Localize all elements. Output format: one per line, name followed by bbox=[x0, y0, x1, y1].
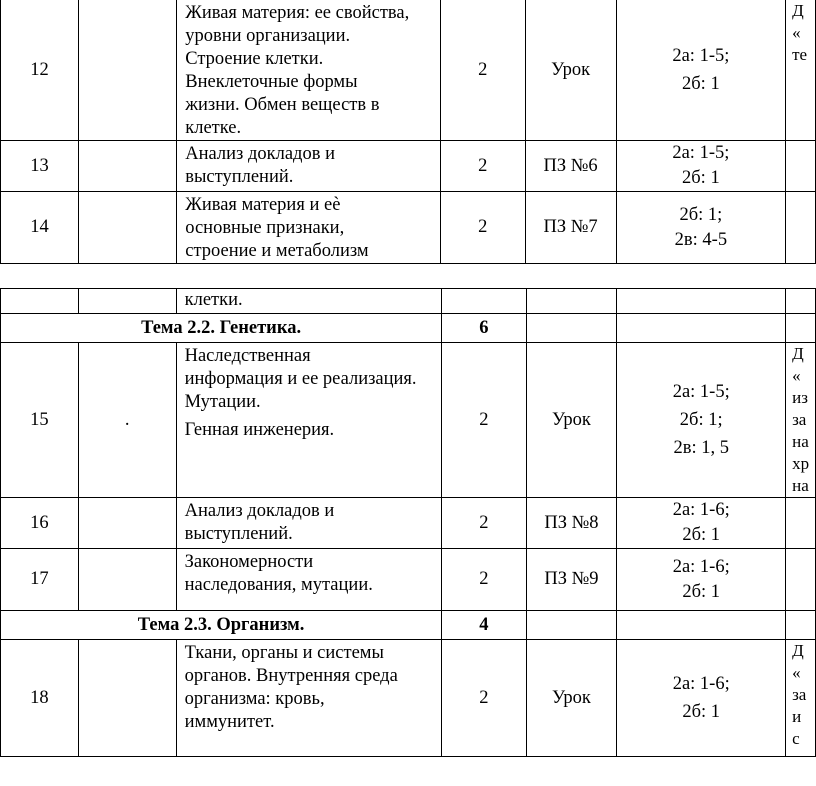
lesson-number: 15 bbox=[1, 343, 79, 498]
blank-cell bbox=[78, 640, 176, 757]
blank-cell bbox=[78, 549, 176, 611]
section-title: Тема 2.2. Генетика. bbox=[1, 314, 442, 343]
lesson-hours: 2 bbox=[442, 498, 526, 549]
blank-cell bbox=[78, 0, 176, 141]
lesson-tasks: 2а: 1-6; 2б: 1 bbox=[617, 640, 786, 757]
lesson-hours: 2 bbox=[442, 343, 526, 498]
plan-table-top bbox=[0, 0, 816, 264]
lesson-topic: Анализ докладов и выступлений. bbox=[176, 498, 442, 549]
lesson-number: 13 bbox=[1, 141, 79, 192]
table-row-continued bbox=[1, 289, 816, 314]
notes-cell bbox=[786, 192, 816, 264]
lesson-topic: Закономерности наследования, мутации. bbox=[176, 549, 442, 611]
table-row bbox=[1, 498, 816, 549]
lesson-type: Урок bbox=[525, 0, 616, 141]
table-row bbox=[1, 549, 816, 611]
lesson-topic: Анализ докладов и выступлений. bbox=[177, 141, 441, 192]
lesson-topic: Живая материя: ее свойства, уровни организации. Строение клетки. Внеклеточные формы жизни. Обмен веществ в клетке. bbox=[177, 0, 441, 141]
blank-cell bbox=[78, 289, 176, 314]
plan-table-bottom bbox=[0, 288, 816, 757]
lesson-tasks: 2а: 1-6; 2б: 1 bbox=[617, 549, 786, 611]
table-row bbox=[1, 141, 816, 192]
section-hours: 6 bbox=[442, 314, 526, 343]
blank-cell bbox=[78, 141, 176, 192]
table-row bbox=[1, 192, 816, 264]
blank-cell bbox=[78, 192, 176, 264]
lesson-tasks: 2б: 1; 2в: 4-5 bbox=[616, 192, 785, 264]
lesson-number: 16 bbox=[1, 498, 79, 549]
lesson-type: Урок bbox=[526, 343, 617, 498]
lesson-type: Урок bbox=[526, 640, 617, 757]
notes-cell bbox=[786, 498, 816, 549]
section-header-row bbox=[1, 314, 816, 343]
lesson-hours: 2 bbox=[440, 192, 525, 264]
notes-cell bbox=[786, 141, 816, 192]
lesson-topic: Наследственная информация и ее реализация. Мутации. Генная инженерия. bbox=[176, 343, 442, 498]
section-hours: 4 bbox=[442, 611, 526, 640]
lesson-topic-continued: клетки. bbox=[176, 289, 442, 314]
lesson-hours: 2 bbox=[442, 549, 526, 611]
lesson-type: ПЗ №9 bbox=[526, 549, 617, 611]
lesson-tasks: 2а: 1-5; 2б: 1; 2в: 1, 5 bbox=[617, 343, 786, 498]
notes-cell: Д « те bbox=[786, 0, 816, 141]
lesson-hours: 2 bbox=[440, 0, 525, 141]
lesson-type: ПЗ №7 bbox=[525, 192, 616, 264]
lesson-type: ПЗ №8 bbox=[526, 498, 617, 549]
lesson-topic: Ткани, органы и системы органов. Внутренняя среда организма: кровь, иммунитет. bbox=[176, 640, 442, 757]
blank-cell: . bbox=[78, 343, 176, 498]
notes-cell: Д « за и с bbox=[786, 640, 816, 757]
lesson-topic: Живая материя и еѐ основные признаки, строение и метаболизм bbox=[177, 192, 441, 264]
lesson-hours: 2 bbox=[442, 640, 526, 757]
lesson-tasks: 2а: 1-6; 2б: 1 bbox=[617, 498, 786, 549]
lesson-number bbox=[1, 289, 79, 314]
lesson-tasks: 2а: 1-5; 2б: 1 bbox=[616, 141, 785, 192]
notes-cell: Д « из за на хр на bbox=[786, 343, 816, 498]
section-title: Тема 2.3. Организм. bbox=[1, 611, 442, 640]
lesson-number: 18 bbox=[1, 640, 79, 757]
table-row bbox=[1, 640, 816, 757]
blank-cell bbox=[78, 498, 176, 549]
table-row bbox=[1, 0, 816, 141]
notes-cell bbox=[786, 549, 816, 611]
lesson-hours: 2 bbox=[440, 141, 525, 192]
lesson-number: 14 bbox=[1, 192, 79, 264]
section-header-row bbox=[1, 611, 816, 640]
lesson-number: 17 bbox=[1, 549, 79, 611]
lesson-type: ПЗ №6 bbox=[525, 141, 616, 192]
lesson-number: 12 bbox=[1, 0, 79, 141]
lesson-tasks: 2а: 1-5; 2б: 1 bbox=[616, 0, 785, 141]
table-row bbox=[1, 343, 816, 498]
